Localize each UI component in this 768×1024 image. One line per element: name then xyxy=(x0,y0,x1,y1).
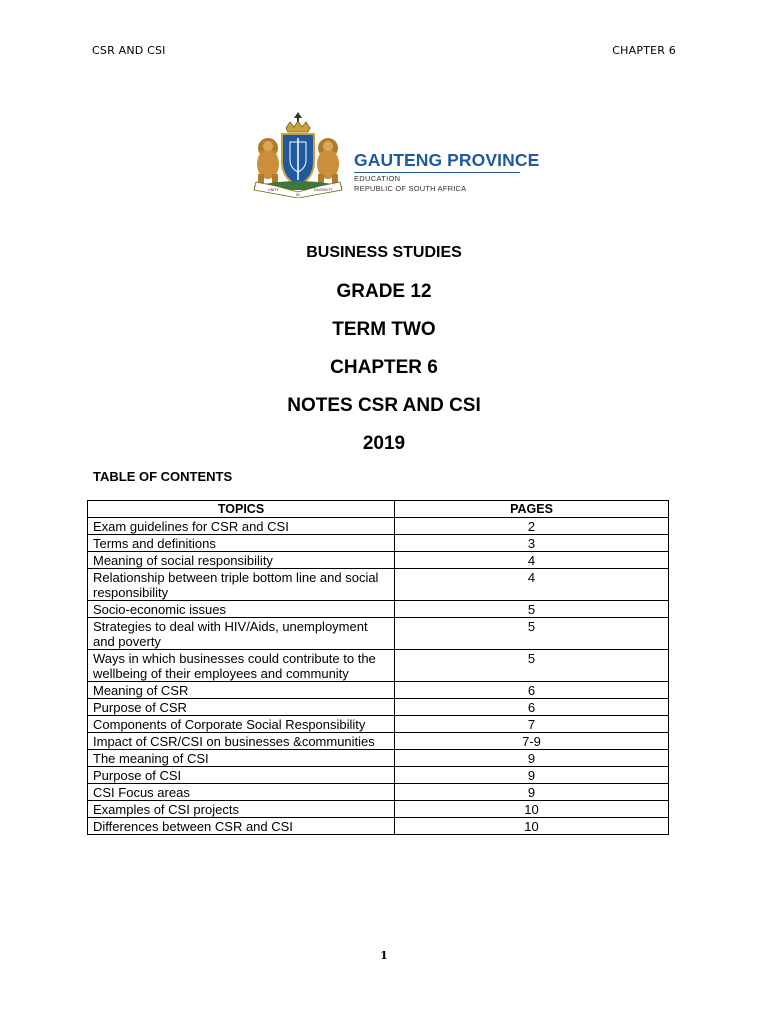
svg-text:DIVERSITY: DIVERSITY xyxy=(314,188,333,192)
toc-col-topics: TOPICS xyxy=(88,501,395,518)
toc-page: 9 xyxy=(395,767,669,784)
toc-topic: Purpose of CSR xyxy=(88,699,395,716)
table-row xyxy=(88,601,669,618)
toc-topic: Ways in which businesses could contribute to the wellbeing of their employees and community xyxy=(88,650,395,682)
notes-title: NOTES CSR AND CSI xyxy=(287,395,481,416)
toc-page: 4 xyxy=(395,552,669,569)
toc-topic: Examples of CSI projects xyxy=(88,801,395,818)
toc-topic: Meaning of social responsibility xyxy=(88,552,395,569)
page-number: 1 xyxy=(380,949,388,962)
grade-title: GRADE 12 xyxy=(336,281,432,302)
toc-topic: Exam guidelines for CSR and CSI xyxy=(88,518,395,535)
gauteng-logo xyxy=(246,112,540,198)
toc-page: 9 xyxy=(395,750,669,767)
term-title: TERM TWO xyxy=(332,319,436,340)
logo-subtitle-education: EDUCATION xyxy=(354,174,401,183)
toc-page: 9 xyxy=(395,784,669,801)
toc-heading: TABLE OF CONTENTS xyxy=(93,469,233,484)
toc-page: 6 xyxy=(395,699,669,716)
table-row xyxy=(88,818,669,835)
toc-page: 6 xyxy=(395,682,669,699)
table-row xyxy=(88,801,669,818)
running-header-left: CSR AND CSI xyxy=(92,44,166,57)
toc-page: 4 xyxy=(395,569,669,601)
svg-text:IN: IN xyxy=(296,193,300,197)
chapter-title: CHAPTER 6 xyxy=(330,357,438,378)
table-row xyxy=(88,618,669,650)
toc-table xyxy=(87,500,669,835)
table-row xyxy=(88,784,669,801)
table-row xyxy=(88,699,669,716)
table-row xyxy=(88,682,669,699)
toc-topic: Socio-economic issues xyxy=(88,601,395,618)
toc-topic: Impact of CSR/CSI on businesses &communities xyxy=(88,733,395,750)
toc-page: 3 xyxy=(395,535,669,552)
toc-page: 5 xyxy=(395,601,669,618)
year-title: 2019 xyxy=(362,433,406,454)
logo-divider xyxy=(354,172,520,173)
toc-topic: Strategies to deal with HIV/Aids, unemployment and poverty xyxy=(88,618,395,650)
table-row xyxy=(88,767,669,784)
table-row xyxy=(88,569,669,601)
toc-topic: The meaning of CSI xyxy=(88,750,395,767)
toc-topic: Components of Corporate Social Responsibility xyxy=(88,716,395,733)
logo-title: GAUTENG PROVINCE xyxy=(354,150,540,170)
toc-page: 7 xyxy=(395,716,669,733)
toc-topic: Terms and definitions xyxy=(88,535,395,552)
toc-page: 5 xyxy=(395,618,669,650)
subject-title: BUSINESS STUDIES xyxy=(306,244,462,261)
toc-col-pages: PAGES xyxy=(395,501,669,518)
svg-text:UNITY: UNITY xyxy=(268,188,279,192)
logo-subtitle-country: REPUBLIC OF SOUTH AFRICA xyxy=(354,184,467,193)
table-row xyxy=(88,535,669,552)
table-row xyxy=(88,552,669,569)
running-header-right: CHAPTER 6 xyxy=(612,44,676,57)
toc-topic: Differences between CSR and CSI xyxy=(88,818,395,835)
toc-page: 5 xyxy=(395,650,669,682)
toc-page: 7-9 xyxy=(395,733,669,750)
table-row xyxy=(88,733,669,750)
table-row xyxy=(88,518,669,535)
toc-page: 2 xyxy=(395,518,669,535)
toc-topic: Meaning of CSR xyxy=(88,682,395,699)
toc-page: 10 xyxy=(395,818,669,835)
table-row xyxy=(88,650,669,682)
toc-page: 10 xyxy=(395,801,669,818)
toc-topic: Purpose of CSI xyxy=(88,767,395,784)
toc-header-row xyxy=(88,501,669,518)
coat-of-arms-icon xyxy=(246,112,350,198)
table-row xyxy=(88,750,669,767)
table-row xyxy=(88,716,669,733)
toc-topic: CSI Focus areas xyxy=(88,784,395,801)
toc-topic: Relationship between triple bottom line and social responsibility xyxy=(88,569,395,601)
